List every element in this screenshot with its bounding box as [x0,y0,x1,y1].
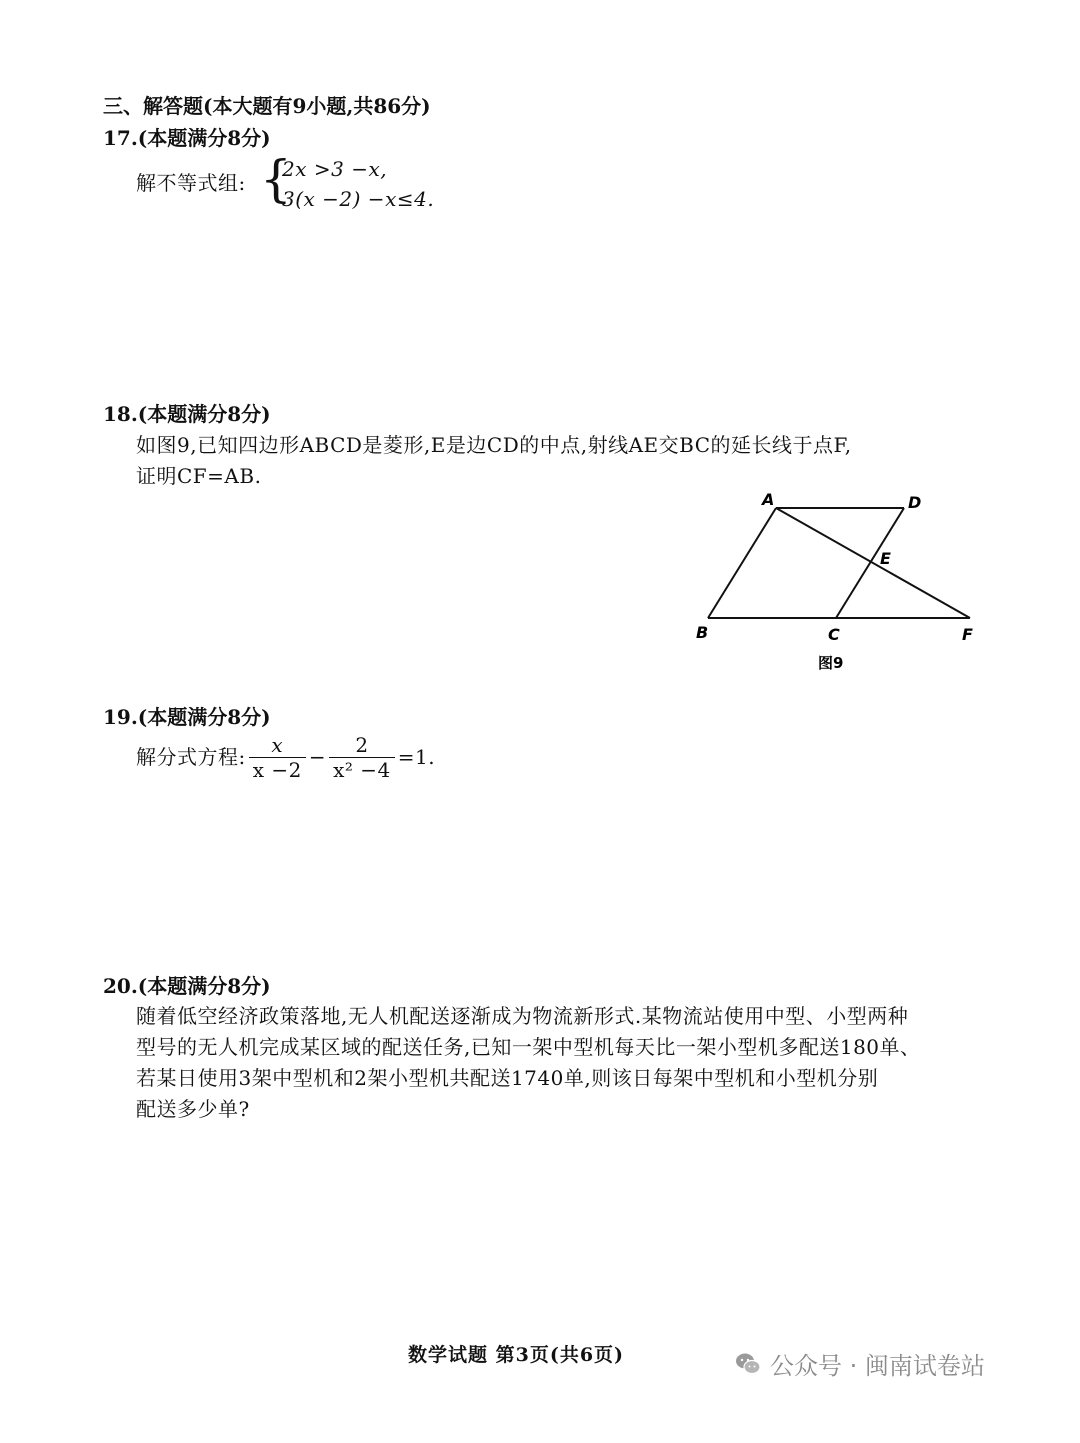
watermark-text: 公众号 · 闽南试卷站 [770,1352,985,1380]
q19-rhs: =1. [397,745,436,769]
section-heading: 三、解答题(本大题有9小题,共86分) [103,94,431,118]
q19-number: 19.(本题满分8分) [103,705,271,729]
watermark [734,1346,985,1381]
label-E: E [880,549,891,568]
q17-number: 17.(本题满分8分) [103,126,271,150]
label-B: B [696,623,709,642]
figure-9-diagram [690,488,1000,678]
q19-fraction-2 [329,733,395,782]
q20-number: 20.(本题满分8分) [103,974,271,998]
label-F: F [962,625,973,644]
q17-line1: 2x >3 −x, [282,157,388,181]
q20-line-4: 配送多少单? [136,1097,250,1121]
q18-number: 18.(本题满分8分) [103,402,271,426]
q19-equation [136,733,435,782]
q19-frac1-denominator: x −2 [252,758,302,782]
q19-prompt: 解分式方程: [136,745,246,769]
label-D: D [908,493,922,512]
q19-frac2-denominator: x² −4 [333,758,391,782]
segment-DC [836,508,904,618]
segment-AF [776,508,970,618]
q18-text-line1: 如图9,已知四边形ABCD是菱形,E是边CD的中点,射线AE交BC的延长线于点F, [136,433,852,457]
segment-AB [708,508,776,618]
page-footer: 数学试题 第3页(共6页) [408,1344,625,1366]
q17-prompt: 解不等式组: [136,171,246,195]
wechat-icon [734,1350,762,1378]
figure-caption: 图9 [818,654,844,672]
q19-minus: − [308,745,327,769]
q19-frac2-numerator: 2 [329,733,395,758]
q17-brace: { [260,150,292,208]
q20-line-1: 随着低空经济政策落地,无人机配送逐渐成为物流新形式.某物流站使用中型、小型两种 [136,1004,909,1028]
q18-text-line2: 证明CF=AB. [136,464,262,488]
q19-fraction-1 [249,733,306,782]
q17-line2: 3(x −2) −x≤4. [282,187,435,211]
label-A: A [762,490,775,509]
q19-frac1-numerator: x [249,733,306,758]
q20-line-3: 若某日使用3架中型机和2架小型机共配送1740单,则该日每架中型机和小型机分别 [136,1066,879,1090]
label-C: C [828,625,840,644]
q20-line-2: 型号的无人机完成某区域的配送任务,已知一架中型机每天比一架小型机多配送180单、 [136,1035,921,1059]
